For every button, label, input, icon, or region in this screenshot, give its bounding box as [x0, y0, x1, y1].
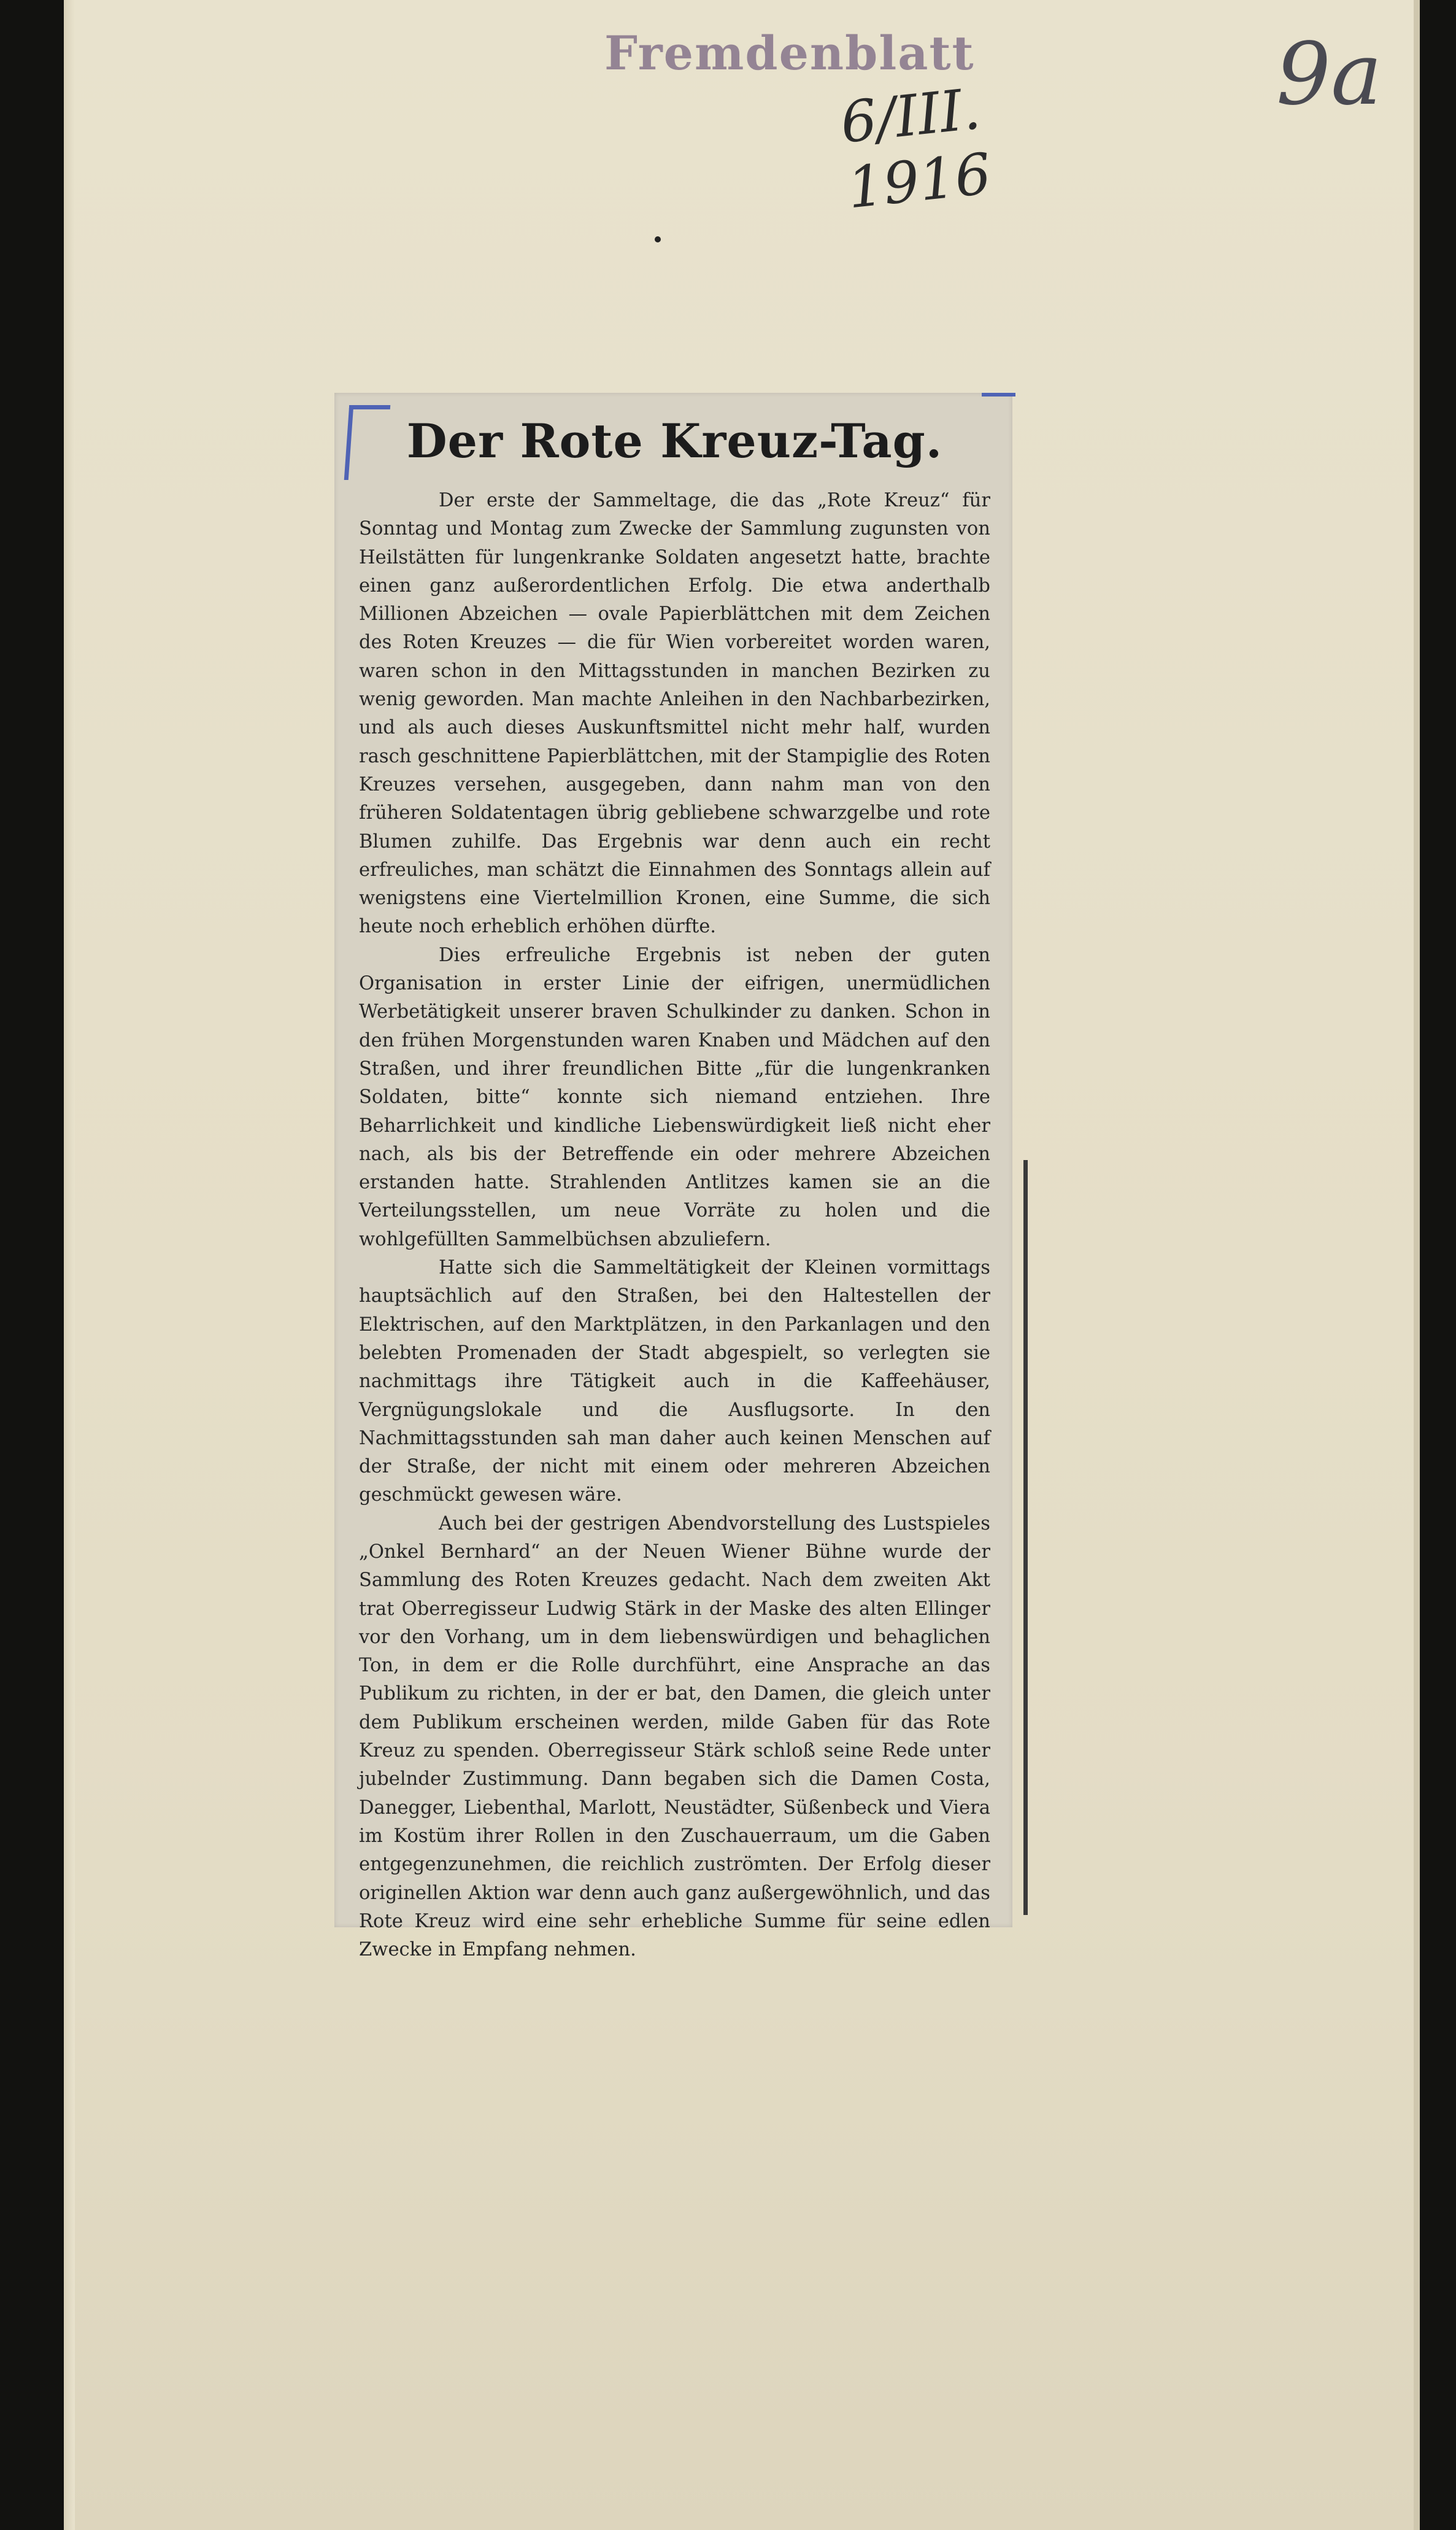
article-paragraph: Hatte sich die Sammeltätigkeit der Kleinen vormittags hauptsächlich auf den Straßen, bei den Haltestellen der Elektrischen, auf den Marktplätzen, in den Parkanlagen und den belebten Promenaden der Stadt abgespielt, so verlegten sie nachmittags ihre Tätigkeit auch in die Kaffeehäuser, Vergnügungslokale und die Ausflugsorte. In den Nachmittagsstunden sah man daher auch keinen Menschen auf der Straße, der nicht mit einem oder mehreren Abzeichen geschmückt gewesen wäre. [359, 1257, 990, 1506]
article-title: Der Rote Kreuz-Tag. [406, 414, 943, 468]
article-paragraph: Dies erfreuliche Ergebnis ist neben der guten Organisation in erster Linie der eifrigen, unermüdlichen Werbetätigkeit unserer braven Schulkinder zu danken. Schon in den frühen Morgenstunden waren Knaben und Mädchen auf den Straßen, und ihrer freundlichen Bitte „für die lungenkranken Soldaten, bitte“ konnte sich niemand entziehen. Ihre Beharrlichkeit und kindliche Liebenswürdigkeit ließ nicht eher nach, als bis der Betreffende ein oder mehrere Abzeichen erstanden hatte. Strahlenden Antlitzes kamen sie an die Verteilungsstellen, um neue Vorräte zu holen und die wohlgefüllten Sammelbüchsen abzuliefern. [359, 944, 990, 1250]
newspaper-stamp: Fremdenblatt [604, 26, 975, 80]
folio-number: 9a [1276, 25, 1382, 125]
article-paragraph: Der erste der Sammeltage, die das „Rote Kreuz“ für Sonntag und Montag zum Zwecke der Sammlung zugunsten von Heilstätten für lungenkranke Soldaten angesetzt hatte, brachte einen ganz außerordentlichen Erfolg. Die etwa anderthalb Millionen Abzeichen — ovale Papierblättchen mit dem Zeichen des Roten Kreuzes — die für Wien vorbereitet worden waren, waren schon in den Mittagsstunden in manchen Bezirken zu wenig geworden. Man machte Anleihen in den Nachbarbezirken, und als auch dieses Auskunftsmittel nicht mehr half, wurden rasch geschnittene Papierblättchen, mit der Stampiglie des Roten Kreuzes versehen, ausgegeben, dann nahm man von den früheren Soldatentagen übrig gebliebene schwarzgelbe und rote Blumen zuhilfe. Das Ergebnis war denn auch ein recht erfreuliches, man schätzt die Einnahmen des Sonntags allein auf wenigstens eine Viertelmillion Kronen, eine Summe, die sich heute noch erheblich erhöhen dürfte. [359, 490, 990, 938]
handwritten-date: 6/III. 1916 [837, 75, 995, 222]
sheet-edge [64, 0, 75, 2530]
ink-dot [655, 236, 661, 242]
newspaper-clipping [334, 393, 1012, 1961]
article-paragraph: Auch bei der gestrigen Abendvorstellung des Lustspieles „Onkel Bernhard“ an der Neuen Wiener Bühne wurde der Sammlung des Roten Kreuzes gedacht. Nach dem zweiten Akt trat Oberregisseur Ludwig Stärk in der Maske des alten Ellinger vor den Vorhang, um in dem liebenswürdigen und behaglichen Ton, in dem er die Rolle durchführt, eine Ansprache an das Publikum zu richten, in der er bat, den Damen, die gleich unter dem Publikum erscheinen werden, milde Gaben für das Rote Kreuz zu spenden. Oberregisseur Stärk schloß seine Rede unter jubelnder Zustimmung. Dann begaben sich die Damen Costa, Danegger, Liebenthal, Marlott, Neustädter, Süßenbeck und Viera im Kostüm ihrer Rollen in den Zuschauerraum, um die Gaben entgegenzunehmen, die reichlich zuströmten. Der Erfolg dieser originellen Aktion war denn auch ganz außergewöhnlich, und das Rote Kreuz wird eine sehr erhebliche Summe für seine edlen Zwecke in Empfang nehmen. [359, 1512, 990, 1961]
margin-rule [1023, 1160, 1028, 1915]
blue-pencil-bracket [344, 405, 391, 480]
article-body [359, 487, 990, 1964]
blue-pencil-mark [982, 393, 1015, 397]
